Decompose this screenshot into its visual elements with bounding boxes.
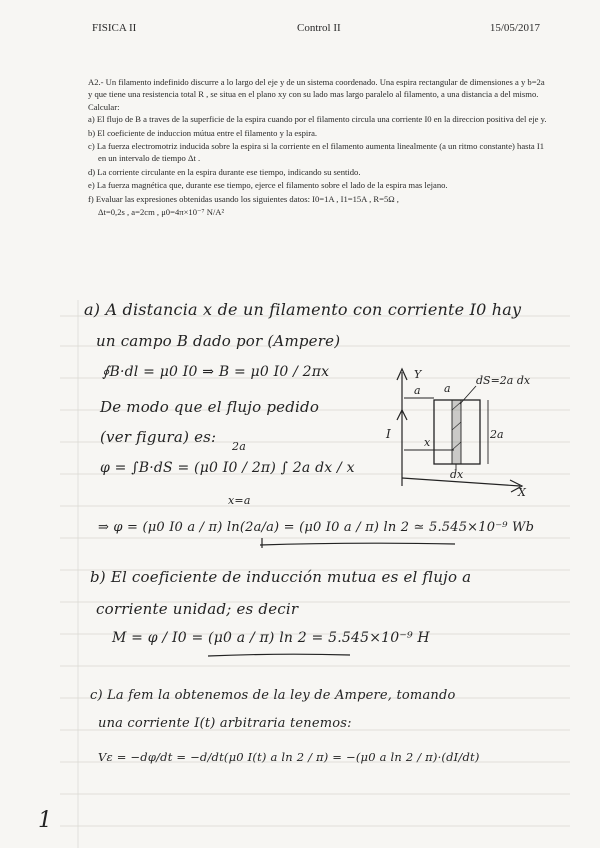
hw-line-a2: un campo B dado por (Ampere) xyxy=(96,332,341,350)
problem-item-e: e) La fuerza magnética que, durante ese tiempo, ejerce el filamento sobre el lado de la espira mas lejano. xyxy=(88,180,448,191)
x-axis-label: X xyxy=(518,486,526,499)
problem-item-f: f) Evaluar las expresiones obtenidas usando los siguientes datos: I0=1A , I1=15A , R=5Ω , xyxy=(88,193,399,204)
x-distance-label: x xyxy=(424,436,431,449)
height-2a-label: 2a xyxy=(490,428,504,441)
hw-line-flux-result: ⇒ φ = (μ0 I0 a / π) ln(2a/a) = (μ0 I0 a / π) ln 2 ≃ 5.545×10⁻⁹ Wb xyxy=(98,520,535,535)
hw-line-b1: b) El coeficiente de inducción mutua es el flujo a xyxy=(90,568,472,586)
hw-line-c1: c) La fem la obtenemos de la ley de Ampere, tomando xyxy=(90,688,456,703)
hw-line-flux-intro: De modo que el flujo pedido xyxy=(100,398,320,416)
dx-label: dx xyxy=(450,468,464,481)
exam-title: Control II xyxy=(297,22,341,34)
problem-item-c: c) La fuerza electromotriz inducida sobre la espira si la corriente en el filamento aumenta linealmente (a un ritmo constante) hasta I1 en un intervalo de tiempo Δt . xyxy=(88,141,544,164)
problem-data-line: Δt=0,2s , a=2cm , μ0=4π×10⁻⁷ N/A² xyxy=(98,207,225,218)
y-axis-label: Y xyxy=(414,368,422,381)
problem-intro: A2.- Un filamento indefinido discurre a lo largo del eje y de un sistema coordenado. Una espira rectangular de dimensiones a y b=2a y que tiene una resistencia total R , se situa en el plano xy con su lado mas largo paralelo al filamento, a una distancia a del mismo. Calcular: xyxy=(88,77,545,112)
distance-a-label: a xyxy=(414,384,421,397)
strip-dx xyxy=(452,400,461,464)
hw-line-ampere: ∮B·dl = μ0 I0 ⇒ B = μ0 I0 / 2πx xyxy=(102,364,330,380)
course-name: FISICA II xyxy=(92,22,137,34)
page-number: 1 xyxy=(38,808,53,833)
hw-integral-upper-limit: 2a xyxy=(232,440,246,453)
hw-integral-lower-limit: x=a xyxy=(228,494,251,507)
ds-label: dS=2a dx xyxy=(476,374,531,387)
problem-item-b: b) El coeficiente de induccion mútua entre el filamento y la espira. xyxy=(88,127,318,138)
hw-line-mutual: M = φ / I0 = (μ0 a / π) ln 2 = 5.545×10⁻⁹ H xyxy=(112,630,430,646)
problem-item-d: d) La corriente circulante en la espira durante ese tiempo, indicando su sentido. xyxy=(88,166,361,177)
hw-line-b2: corriente unidad; es decir xyxy=(96,600,299,618)
hw-line-see-figure: (ver figura) es: xyxy=(100,428,217,446)
width-a-label: a xyxy=(444,382,451,395)
problem-item-a: a) El flujo de B a traves de la superficie de la espira cuando por el filamento circula una corriente I0 en la direccion positiva del eje y. xyxy=(88,114,547,125)
current-label: I xyxy=(386,427,391,441)
hw-line-a1: a) A distancia x de un filamento con corriente I0 hay xyxy=(84,300,522,319)
hw-line-flux-integral: φ = ∫B·dS = (μ0 I0 / 2π) ∫ 2a dx / x xyxy=(100,460,355,476)
exam-date: 15/05/2017 xyxy=(489,22,540,34)
ds-pointer xyxy=(460,386,476,404)
hw-line-emf: Vε = −dφ/dt = −d/dt(μ0 I(t) a ln 2 / π) = −(μ0 a ln 2 / π)·(dI/dt) xyxy=(98,750,480,764)
hw-line-c2: una corriente I(t) arbitraria tenemos: xyxy=(98,716,352,731)
